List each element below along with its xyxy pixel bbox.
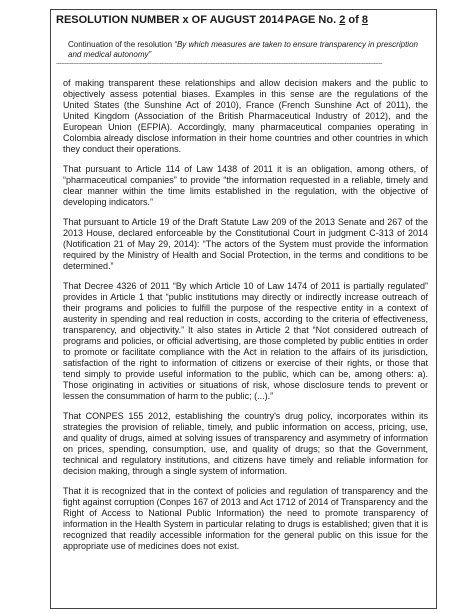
paragraph: That Decree 4326 of 2011 “By which Article 10 of Law 1474 of 2011 is partially regulated” provides in Article 1 that “public institutions may directly or indirectly increase outreach of their programs and policies to fulfill the purpose of the respective entity in a context of austerity in spending and real reduction in costs, according to the criteria of effectiveness, transparency, and objectivity.” It also states in Article 2 that “Not considered outreach of programs and policies, or official advertising, are those completed by public entities in order to promote or facilitate compliance with the Act in relation to the affairs of its jurisdiction, satisfaction of the right to information of citizens or exercise of their rights, or those that tend simply to provide useful information to the public, which can be, among others: a). Those originating in activities or situations of risk, whose disclosure tends to prevent or lessen the consummation of harm to the public; (...).” bbox=[63, 281, 428, 401]
page-of: of bbox=[345, 14, 362, 26]
page-total: 8 bbox=[361, 14, 368, 26]
page-prefix: PAGE No. bbox=[285, 14, 340, 26]
paragraph: That pursuant to Article 19 of the Draft Statute Law 209 of the 2013 Senate and 267 of the 2013 House, declared enforceable by the Constitutional Court in judgment C-313 of 2014 (Notification 21 of May 29, 2014): “The actors of the System must provide the information required by the Ministry of Health and Social Protection, in the terms and conditions to be determined.” bbox=[63, 217, 428, 271]
paragraph: That pursuant to Article 114 of Law 1438 of 2011 it is an obligation, among others, of “pharmaceutical companies” to provide “the information requested in a reliable, timely and clear manner within the time limits established in the regulation, with the objective of developing indicators.” bbox=[63, 164, 428, 207]
page-header bbox=[56, 14, 436, 26]
page-number-label bbox=[285, 14, 368, 26]
page-current: 2 bbox=[339, 14, 346, 26]
resolution-title: “By which measures are taken to ensure transparency in prescription and medical autonomy” bbox=[68, 40, 418, 59]
paragraph: That CONPES 155 2012, establishing the country's drug policy, incorporates within its strategies the provision of reliable, timely, and public information on access, pricing, use, and quality of drugs, aimed at solving issues of transparency and asymmetry of information on prices, spending, consumption, use, and quality of drugs; so that the Government, technical and regulatory institutions, and citizens have timely and reliable information for decision making, through a single system of information. bbox=[63, 411, 428, 476]
paragraph: of making transparent these relationships and allow decision makers and the public to objectively assess potential biases. Examples in this sense are the regulations of the United States (the Sunshine Act of 2010), France (French Sunshine Act of 2011), the United Kingdom (Association of the British Pharmaceutical Industry of 2012), and the European Union (EFPIA). Accordingly, many pharmaceutical companies operating in Colombia already disclose information in their home countries and other countries in which they conduct their operations. bbox=[63, 78, 428, 154]
resolution-number: RESOLUTION NUMBER x OF AUGUST 2014 bbox=[56, 14, 284, 26]
document-body bbox=[63, 78, 428, 561]
continuation-note bbox=[68, 40, 428, 60]
separator-line: ------------------------------------------------------------------------------------------------------------------------------------------------------------------------------------------------ bbox=[56, 62, 383, 66]
paragraph: That it is recognized that in the context of policies and regulation of transparency and the fight against corruption (Conpes 167 of 2013 and Act 1712 of 2014 of Transparency and the Right of Access to National Public Information) the need to promote transparency of information in the Health System in particular relating to drugs is established; given that it is recognized that readily accessible information for the general public on this issue for the appropriate use of medicines does not exist. bbox=[63, 486, 428, 551]
continuation-prefix: Continuation of the resolution bbox=[68, 40, 175, 49]
